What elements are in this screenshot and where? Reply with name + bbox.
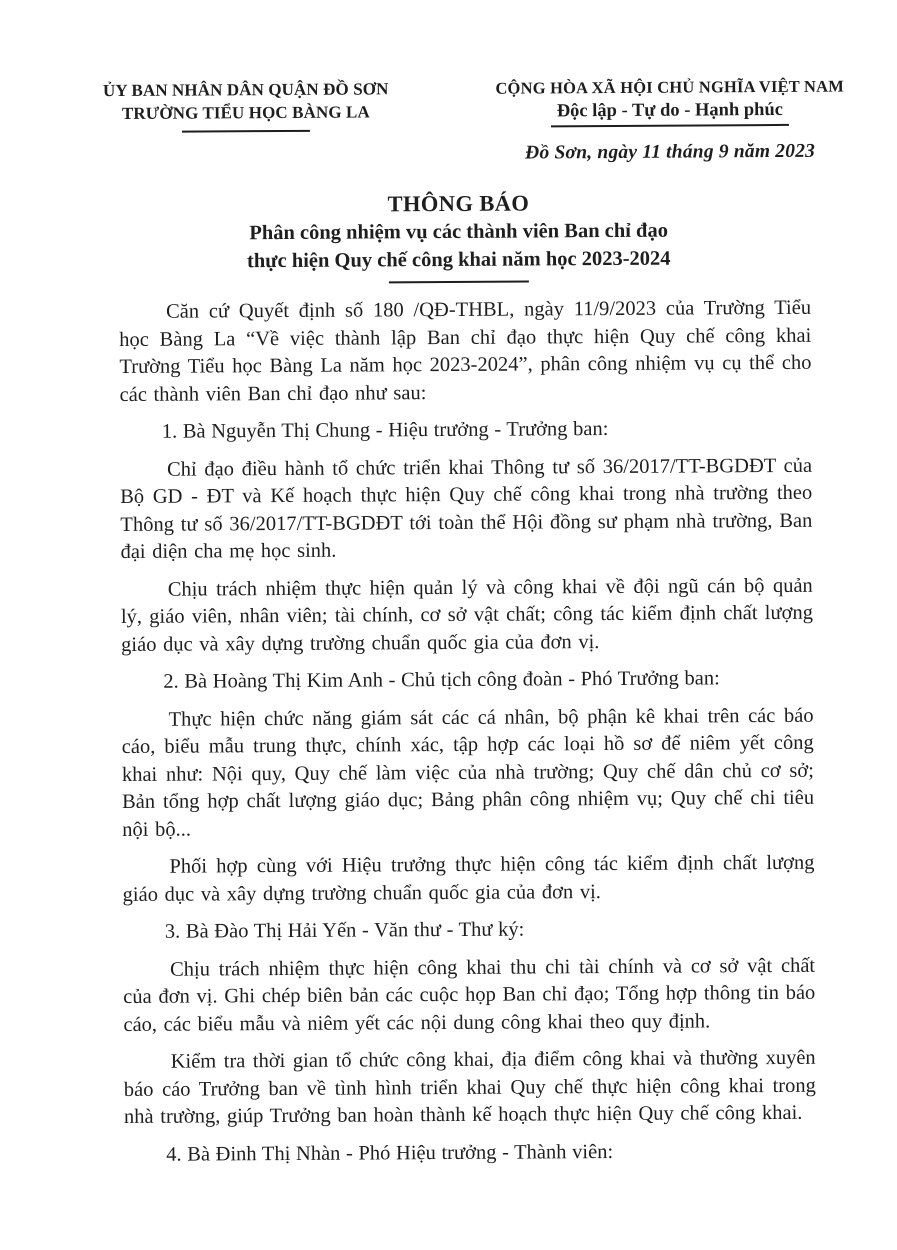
body-paragraph: Chịu trách nhiệm thực hiện quản lý và công khai về đội ngũ cán bộ quản lý, giáo viên, nhân viên; tài chính, cơ sở vật chất; công tác kiểm định chất lượng giáo dục và xây dựng trường chuẩn quốc gia của đơn vị. bbox=[120, 574, 813, 656]
issuing-org-header bbox=[92, 77, 400, 133]
title-underline bbox=[389, 281, 529, 284]
section-item-heading: 4. Bà Đinh Thị Nhàn - Phó Hiệu trưởng - Thành viên: bbox=[166, 1140, 614, 1166]
section-item-heading: 3. Bà Đào Thị Hải Yến - Văn thư - Thư ký: bbox=[164, 918, 525, 943]
body-paragraph: Thực hiện chức năng giám sát các cá nhân, bộ phận kê khai trên các báo cáo, biểu mẫu trung thực, chính xác, tập hợp các loại hồ sơ để niêm yết công khai như: Nội quy, Quy chế làm việc của nhà trường; Quy chế dân chủ cơ sở; Bản tổng hợp chất lượng giáo dục; Bảng phân công nhiệm vụ; Quy chế chi tiêu nội bộ... bbox=[121, 704, 815, 841]
document-title: THÔNG BÁO bbox=[387, 190, 530, 217]
place-date-line: Đồ Sơn, ngày 11 tháng 9 năm 2023 bbox=[525, 140, 816, 164]
title-block bbox=[109, 187, 808, 285]
body-paragraph: Kiểm tra thời gian tổ chức công khai, địa điểm công khai và thường xuyên báo cáo Trưởng ban về tình hình triển khai Quy chế thực hiện công khai trong nhà trường, giúp Trưởng ban hoàn thành kế hoạch thực hiện Quy chế công khai. bbox=[123, 1046, 816, 1128]
org-underline bbox=[182, 130, 310, 133]
body-paragraph: Căn cứ Quyết định số 180 /QĐ-THBL, ngày 11/9/2023 của Trường Tiểu học Bàng La “Về việc thành lập Ban chỉ đạo thực hiện Quy chế công khai Trường Tiểu học Bàng La năm học 2023-2024”, phân công nhiệm vụ cụ thể cho các thành viên Ban chỉ đạo như sau: bbox=[119, 296, 812, 406]
national-header bbox=[470, 74, 871, 164]
org-parent-name: ỦY BAN NHÂN DÂN QUẬN ĐỒ SƠN bbox=[102, 79, 389, 101]
body-paragraph: Phối hợp cùng với Hiệu trưởng thực hiện công tác kiểm định chất lượng giáo dục và xây dựng trường chuẩn quốc gia của đơn vị. bbox=[122, 851, 815, 906]
national-title: CỘNG HÒA XÃ HỘI CHỦ NGHĨA VIỆT NAM bbox=[495, 76, 845, 98]
document-subtitle-line1: Phân công nhiệm vụ các thành viên Ban chỉ đạo bbox=[249, 219, 668, 245]
national-motto: Độc lập - Tự do - Hạnh phúc bbox=[551, 98, 789, 127]
section-item-heading: 2. Bà Hoàng Thị Kim Anh - Chủ tịch công đoàn - Phó Trưởng ban: bbox=[163, 667, 720, 693]
body-paragraph: Chỉ đạo điều hành tổ chức triển khai Thông tư số 36/2017/TT-BGDĐT của Bộ GD - ĐT và Kế hoạch thực hiện Quy chế công khai trong nhà trường theo Thông tư số 36/2017/TT-BGDĐT tới toàn thể Hội đồng sư phạm nhà trường, Ban đại diện cha mẹ học sinh. bbox=[120, 454, 813, 564]
document-body bbox=[119, 295, 816, 1169]
section-item-heading: 1. Bà Nguyễn Thị Chung - Hiệu trưởng - Trưởng ban: bbox=[161, 418, 609, 443]
document-subtitle-line2: thực hiện Quy chế công khai năm học 2023-2024 bbox=[246, 247, 671, 272]
org-school-name: TRƯỜNG TIỂU HỌC BÀNG LA bbox=[121, 102, 370, 123]
body-paragraph: Chịu trách nhiệm thực hiện công khai thu chi tài chính và cơ sở vật chất của đơn vị. Ghi chép biên bản các cuộc họp Ban chỉ đạo; Tổng hợp thông tin báo cáo, các biểu mẫu và niêm yết các nội dung công khai theo quy định. bbox=[123, 954, 816, 1036]
